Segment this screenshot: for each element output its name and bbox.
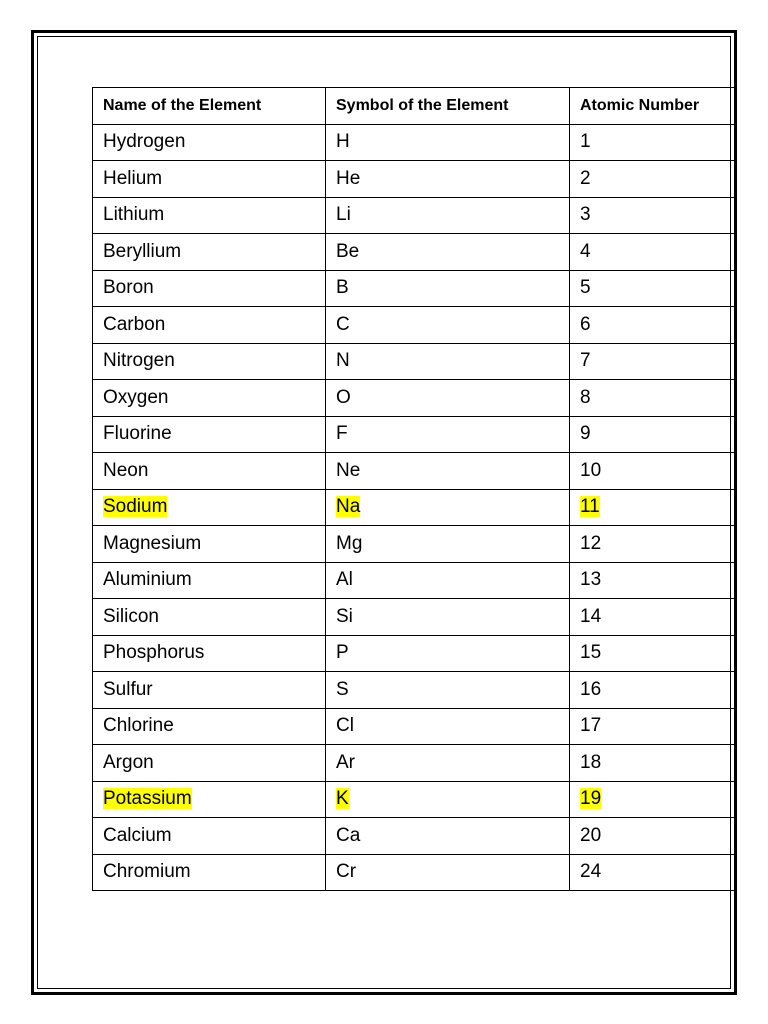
table-row [93, 489, 736, 526]
table-row [93, 562, 736, 599]
element-name-cell-text: Beryllium [103, 240, 182, 262]
element-name-cell [93, 781, 326, 818]
atomic-number-cell [570, 489, 736, 526]
atomic-number-cell-text: 3 [580, 204, 591, 226]
element-name-cell-text: Carbon [103, 313, 166, 335]
atomic-number-cell-text: 5 [580, 277, 591, 299]
element-symbol-cell-text: Cr [336, 861, 357, 883]
element-symbol-cell [326, 562, 570, 599]
element-symbol-cell [326, 307, 570, 344]
element-name-cell-text: Boron [103, 277, 154, 299]
table-row [93, 307, 736, 344]
atomic-number-cell-text: 12 [580, 532, 602, 554]
table-row [93, 270, 736, 307]
element-symbol-cell [326, 745, 570, 782]
atomic-number-cell-text: 4 [580, 240, 591, 262]
element-symbol-cell [326, 234, 570, 271]
element-symbol-cell [326, 343, 570, 380]
element-name-cell [93, 343, 326, 380]
atomic-number-cell [570, 453, 736, 490]
element-name-cell-text: Fluorine [103, 423, 172, 445]
table-row [93, 343, 736, 380]
element-symbol-cell-text: Al [336, 569, 353, 591]
table-row [93, 854, 736, 891]
element-name-cell-text: Nitrogen [103, 350, 175, 372]
element-name-cell [93, 380, 326, 417]
atomic-number-cell [570, 416, 736, 453]
element-symbol-cell [326, 818, 570, 855]
element-name-cell [93, 234, 326, 271]
table-header-row [93, 88, 736, 125]
table-row [93, 672, 736, 709]
element-name-cell [93, 745, 326, 782]
atomic-number-cell-text: 15 [580, 642, 602, 664]
table-row [93, 781, 736, 818]
element-name-cell-text: Calcium [103, 824, 172, 846]
element-symbol-cell-text: B [336, 277, 349, 299]
atomic-number-cell [570, 526, 736, 563]
element-name-cell-text: Oxygen [103, 386, 169, 408]
element-symbol-cell-text: Si [336, 605, 353, 627]
element-name-cell [93, 854, 326, 891]
element-name-cell-text: Lithium [103, 204, 165, 226]
atomic-number-cell [570, 599, 736, 636]
atomic-number-cell-text: 9 [580, 423, 591, 445]
atomic-number-cell [570, 635, 736, 672]
element-name-cell [93, 818, 326, 855]
element-name-cell-text: Phosphorus [103, 642, 205, 664]
atomic-number-cell-text: 24 [580, 861, 602, 883]
element-name-cell [93, 124, 326, 161]
header-atomic-number: Atomic Number [570, 88, 736, 125]
atomic-number-cell-text: 7 [580, 350, 591, 372]
element-name-cell-text: Magnesium [103, 532, 202, 554]
table-row [93, 818, 736, 855]
element-symbol-cell-text: Be [336, 240, 360, 262]
element-name-cell-text: Aluminium [103, 569, 192, 591]
table-row [93, 380, 736, 417]
element-symbol-cell [326, 599, 570, 636]
element-symbol-cell [326, 270, 570, 307]
atomic-number-cell [570, 781, 736, 818]
element-symbol-cell [326, 453, 570, 490]
atomic-number-cell [570, 270, 736, 307]
element-name-cell [93, 453, 326, 490]
atomic-number-cell [570, 197, 736, 234]
element-symbol-cell-text: O [336, 386, 351, 408]
element-symbol-cell-text: C [336, 313, 350, 335]
element-symbol-cell [326, 416, 570, 453]
element-name-cell [93, 526, 326, 563]
element-name-cell [93, 708, 326, 745]
element-name-cell-text: Helium [103, 167, 163, 189]
element-name-cell [93, 599, 326, 636]
atomic-number-cell-text: 13 [580, 569, 602, 591]
element-name-cell [93, 270, 326, 307]
atomic-number-cell-text: 2 [580, 167, 591, 189]
atomic-number-cell-text: 14 [580, 605, 602, 627]
atomic-number-cell [570, 672, 736, 709]
table-row [93, 161, 736, 198]
element-symbol-cell [326, 672, 570, 709]
atomic-number-cell-text: 16 [580, 678, 602, 700]
element-name-cell [93, 489, 326, 526]
table-row [93, 599, 736, 636]
atomic-number-cell [570, 562, 736, 599]
atomic-number-cell [570, 380, 736, 417]
table-row [93, 708, 736, 745]
atomic-number-cell [570, 161, 736, 198]
table-row [93, 453, 736, 490]
element-name-cell-text: Neon [103, 459, 149, 481]
element-symbol-cell [326, 635, 570, 672]
table-row [93, 197, 736, 234]
element-name-cell [93, 672, 326, 709]
element-name-cell-text: Silicon [103, 605, 159, 627]
element-name-cell [93, 197, 326, 234]
element-symbol-cell [326, 526, 570, 563]
element-name-cell-text: Hydrogen [103, 131, 186, 153]
atomic-number-cell [570, 818, 736, 855]
element-symbol-cell [326, 161, 570, 198]
element-symbol-cell-text: P [336, 642, 349, 664]
atomic-number-cell-text: 6 [580, 313, 591, 335]
table-row [93, 416, 736, 453]
atomic-number-cell-text: 19 [580, 788, 602, 810]
element-symbol-cell-text: Ne [336, 459, 361, 481]
atomic-number-cell-text: 18 [580, 751, 602, 773]
table-row [93, 745, 736, 782]
table-row [93, 526, 736, 563]
atomic-number-cell [570, 854, 736, 891]
atomic-number-cell [570, 234, 736, 271]
element-name-cell [93, 416, 326, 453]
header-element-name: Name of the Element [93, 88, 326, 125]
atomic-number-cell [570, 124, 736, 161]
atomic-number-cell-text: 1 [580, 131, 591, 153]
element-symbol-cell [326, 489, 570, 526]
element-name-cell [93, 307, 326, 344]
element-symbol-cell [326, 197, 570, 234]
element-symbol-cell-text: K [336, 788, 349, 810]
table-row [93, 635, 736, 672]
element-symbol-cell [326, 124, 570, 161]
element-symbol-cell [326, 854, 570, 891]
element-symbol-cell-text: Ar [336, 751, 355, 773]
element-symbol-cell-text: Li [336, 204, 351, 226]
element-name-cell [93, 562, 326, 599]
element-symbol-cell-text: S [336, 678, 349, 700]
elements-table [92, 87, 736, 891]
element-symbol-cell-text: He [336, 167, 361, 189]
atomic-number-cell [570, 307, 736, 344]
element-symbol-cell-text: N [336, 350, 350, 372]
element-name-cell-text: Chlorine [103, 715, 174, 737]
element-name-cell-text: Sodium [103, 496, 168, 518]
atomic-number-cell-text: 17 [580, 715, 602, 737]
table-row [93, 124, 736, 161]
element-name-cell [93, 635, 326, 672]
element-name-cell [93, 161, 326, 198]
element-symbol-cell-text: Mg [336, 532, 363, 554]
element-name-cell-text: Potassium [103, 788, 192, 810]
header-element-symbol: Symbol of the Element [326, 88, 570, 125]
element-symbol-cell-text: H [336, 131, 350, 153]
element-symbol-cell [326, 380, 570, 417]
element-name-cell-text: Argon [103, 751, 154, 773]
atomic-number-cell-text: 20 [580, 824, 602, 846]
element-name-cell-text: Sulfur [103, 678, 153, 700]
atomic-number-cell [570, 708, 736, 745]
element-symbol-cell-text: F [336, 423, 348, 445]
atomic-number-cell [570, 745, 736, 782]
atomic-number-cell-text: 11 [580, 496, 600, 518]
element-name-cell-text: Chromium [103, 861, 191, 883]
element-symbol-cell-text: Cl [336, 715, 354, 737]
element-symbol-cell-text: Na [336, 496, 361, 518]
atomic-number-cell-text: 10 [580, 459, 602, 481]
table-row [93, 234, 736, 271]
element-symbol-cell-text: Ca [336, 824, 361, 846]
element-symbol-cell [326, 708, 570, 745]
atomic-number-cell-text: 8 [580, 386, 591, 408]
atomic-number-cell [570, 343, 736, 380]
element-symbol-cell [326, 781, 570, 818]
